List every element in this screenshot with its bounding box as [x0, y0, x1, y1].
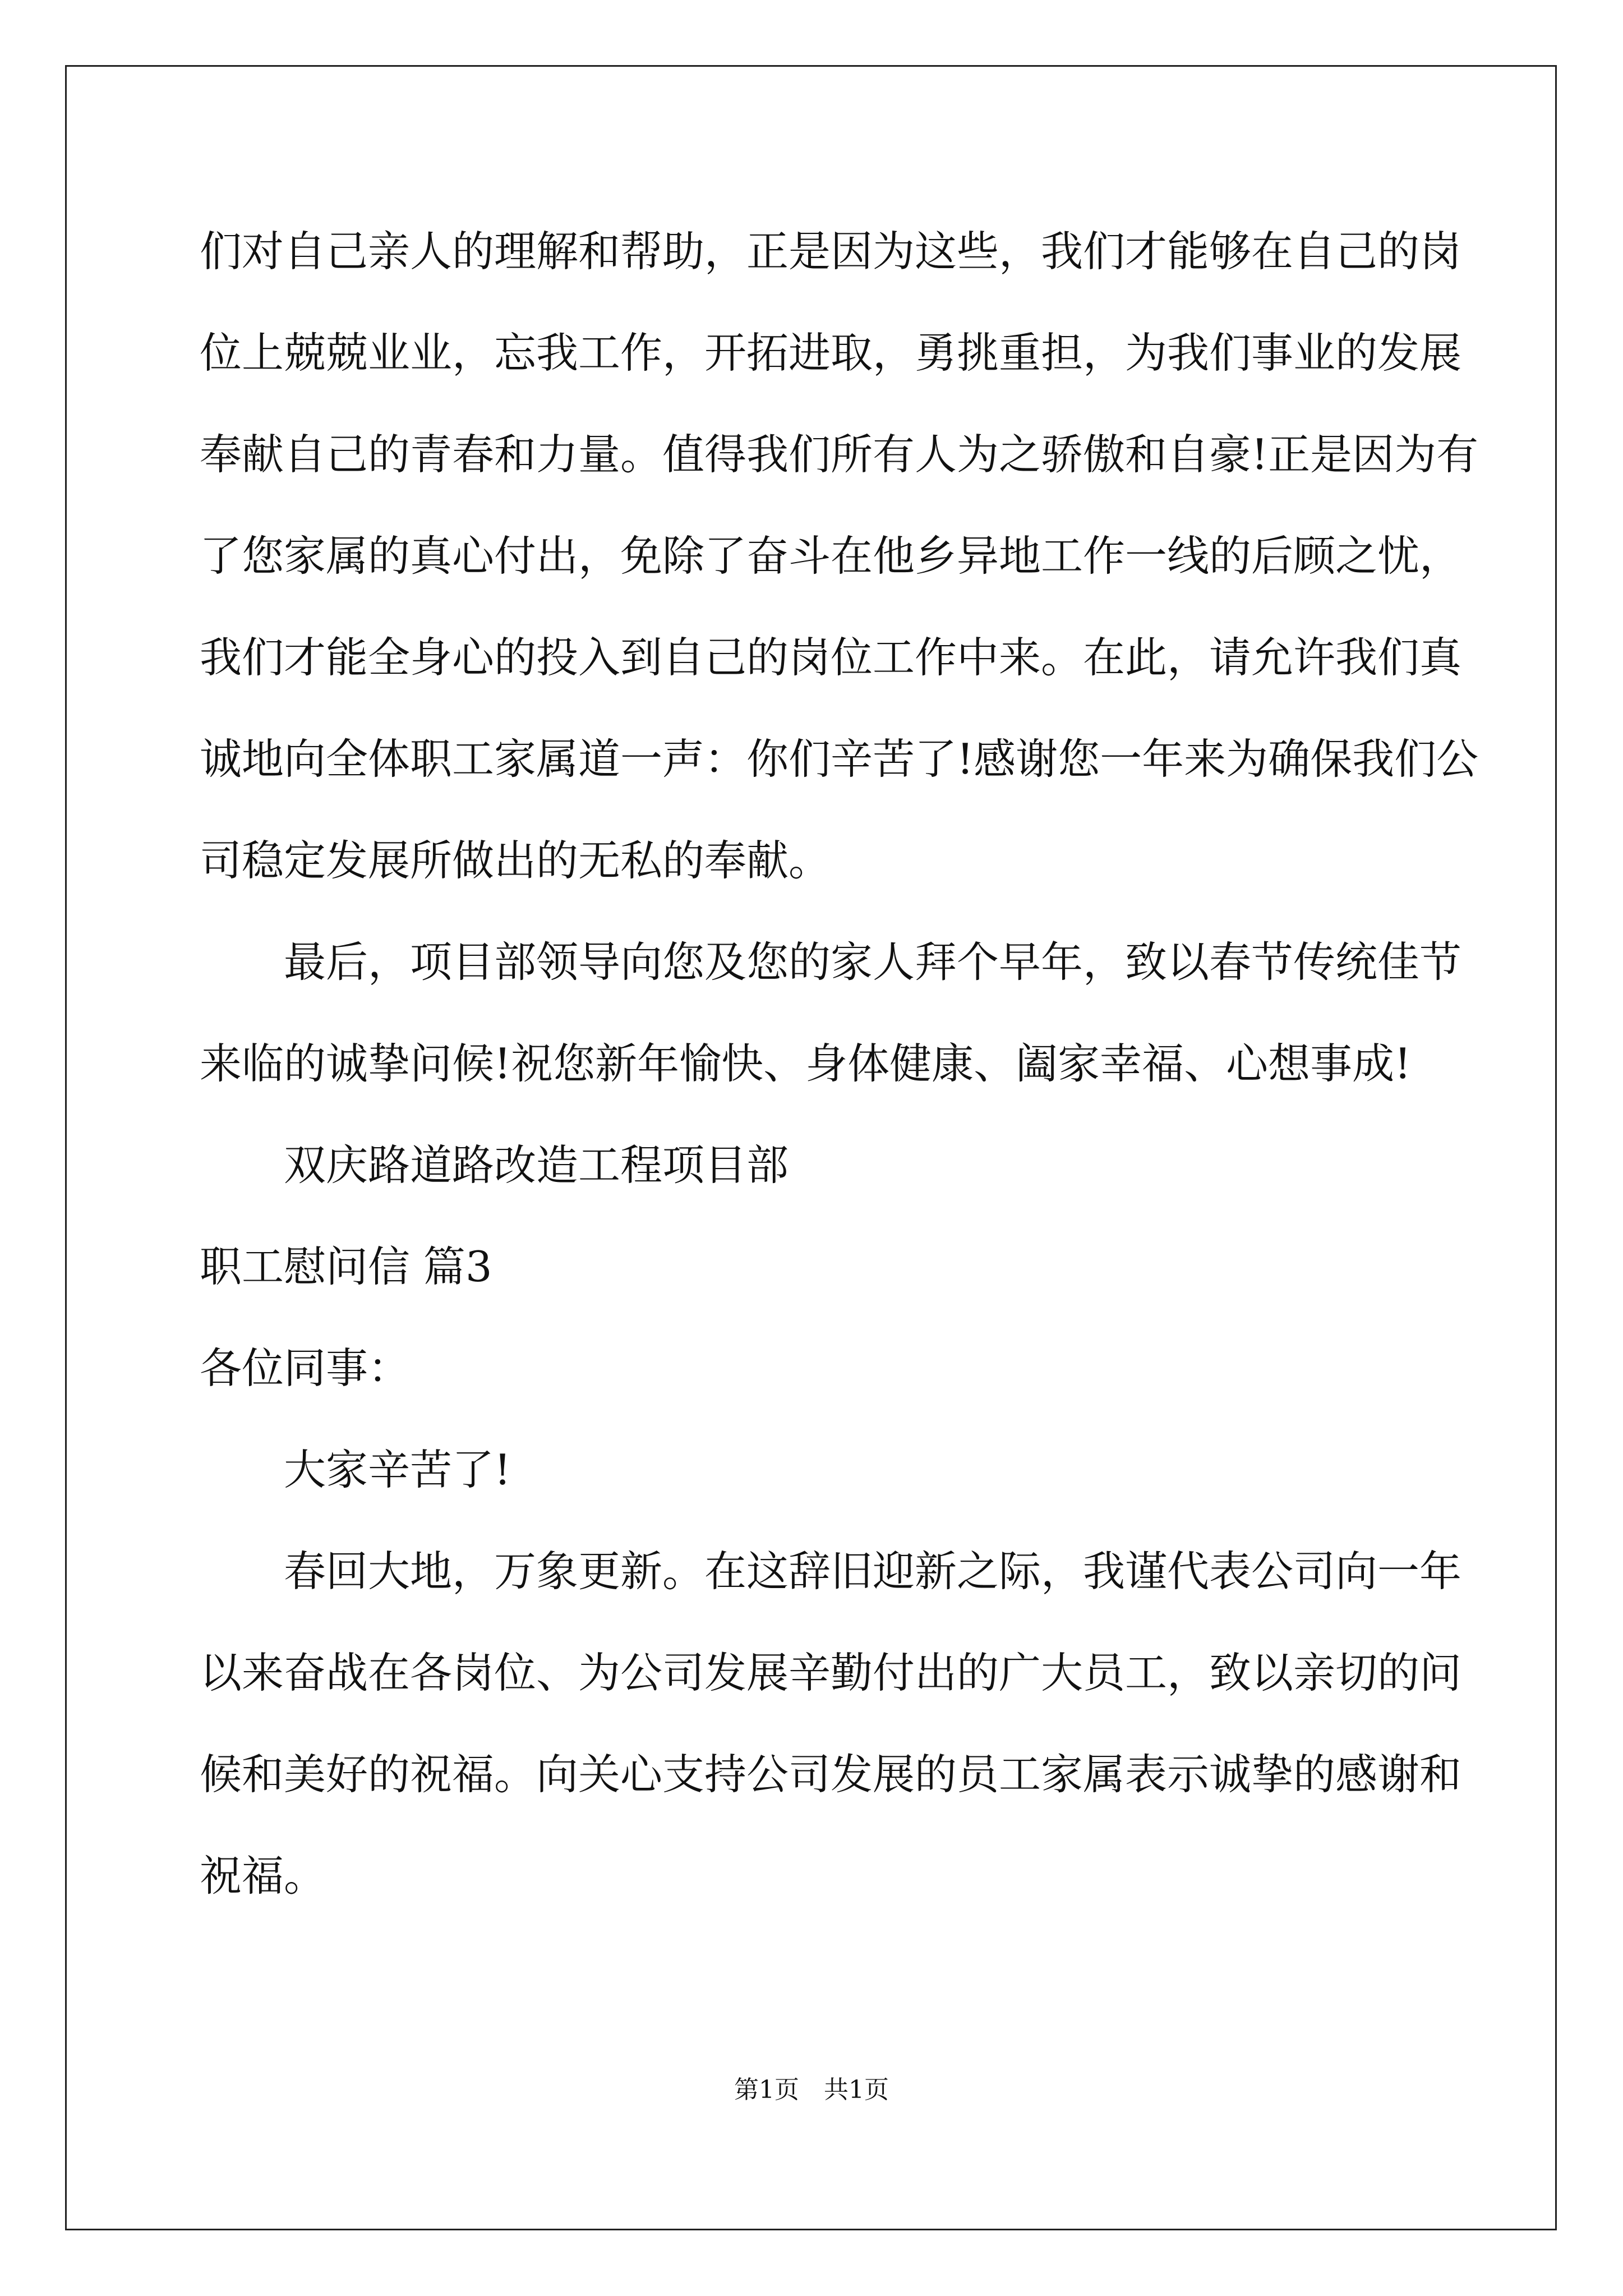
body-line-4: 了您家属的真心付出，免除了奋斗在他乡异地工作一线的后顾之忧， [200, 531, 1462, 581]
body-line-14: 春回大地，万象更新。在这辞旧迎新之际，我谨代表公司向一年 [284, 1547, 1462, 1596]
salutation: 各位同事： [200, 1343, 411, 1393]
signature-line: 双庆路道路改造工程项目部 [284, 1140, 789, 1190]
body-line-17: 祝福。 [200, 1851, 326, 1901]
body-line-16: 候和美好的祝福。向关心支持公司发展的员工家属表示诚挚的感谢和 [200, 1750, 1462, 1799]
body-line-9: 来临的诚挚问候!祝您新年愉快、身体健康、阖家幸福、心想事成! [200, 1039, 1412, 1088]
body-line-8: 最后，项目部领导向您及您的家人拜个早年，致以春节传统佳节 [284, 937, 1462, 987]
page-footer [0, 2073, 1623, 2107]
body-line-1: 们对自己亲人的理解和帮助，正是因为这些，我们才能够在自己的岗 [200, 227, 1462, 276]
body-line-2: 位上兢兢业业，忘我工作，开拓进取，勇挑重担，为我们事业的发展 [200, 328, 1462, 378]
body-line-3: 奉献自己的青春和力量。值得我们所有人为之骄傲和自豪!正是因为有 [200, 430, 1479, 479]
page-total: 共1页 [824, 2076, 889, 2104]
section-heading: 职工慰问信 篇3 [200, 1242, 492, 1291]
greeting-line: 大家辛苦了! [284, 1445, 511, 1494]
body-line-6: 诚地向全体职工家属道一声：你们辛苦了!感谢您一年来为确保我们公 [200, 734, 1479, 784]
body-line-7: 司稳定发展所做出的无私的奉献。 [200, 836, 831, 885]
document-body [200, 201, 1479, 1927]
body-line-15: 以来奋战在各岗位、为公司发展辛勤付出的广大员工，致以亲切的问 [200, 1648, 1462, 1697]
body-line-5: 我们才能全身心的投入到自己的岗位工作中来。在此，请允许我们真 [200, 633, 1462, 682]
page-number: 第1页 [734, 2076, 799, 2104]
